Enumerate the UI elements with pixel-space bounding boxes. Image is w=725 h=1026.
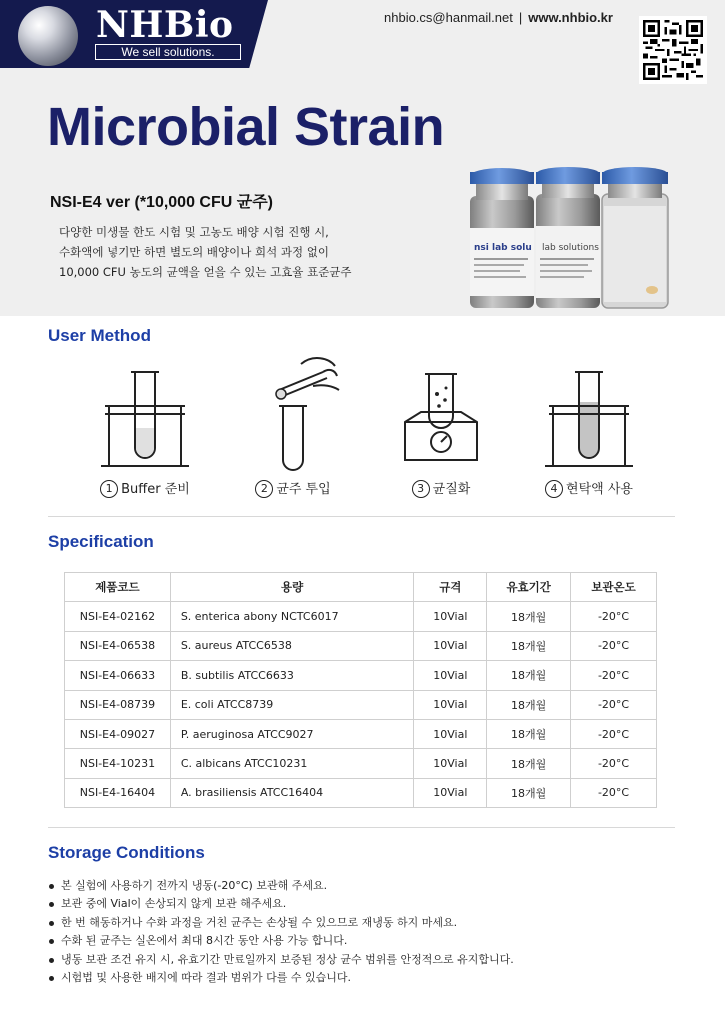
table-header-row bbox=[65, 573, 657, 602]
contact-email[interactable]: nhbio.cs@hanmail.net bbox=[384, 10, 513, 25]
strain-name-cell: C. albicans ATCC10231 bbox=[170, 749, 414, 778]
step-label bbox=[519, 478, 659, 498]
description-line: 10,000 CFU 농도의 균액을 얻을 수 있는 고효율 표준균주 bbox=[59, 265, 352, 279]
list-item: 한 번 해동하거나 수화 과정을 거친 균주는 손상될 수 있으므로 재냉동 하지 마세요. bbox=[48, 914, 688, 932]
storage-temp-cell: -20°C bbox=[571, 661, 657, 690]
expiry-cell: 18개월 bbox=[487, 749, 571, 778]
product-code-cell: NSI-E4-06538 bbox=[65, 631, 171, 660]
logo-text: NHBio bbox=[96, 4, 234, 46]
step-2 bbox=[223, 356, 363, 501]
specification-title: Specification bbox=[48, 532, 154, 551]
step-label bbox=[75, 478, 215, 498]
storage-temp-cell: -20°C bbox=[571, 631, 657, 660]
list-item: 보관 중에 Vial이 손상되지 않게 보관 해주세요. bbox=[48, 895, 688, 913]
description-line: 다양한 미생물 한도 시험 및 고농도 배양 시험 진행 시, bbox=[59, 225, 329, 239]
svg-text:lab solutions: lab solutions bbox=[542, 243, 599, 253]
table-row bbox=[65, 749, 657, 778]
product-code-cell: NSI-E4-08739 bbox=[65, 690, 171, 719]
column-header: 규격 bbox=[414, 573, 487, 602]
table-row bbox=[65, 778, 657, 807]
spec-cell: 10Vial bbox=[414, 602, 487, 631]
step-number: 2 bbox=[255, 480, 273, 498]
strain-name-cell: P. aeruginosa ATCC9027 bbox=[170, 719, 414, 748]
product-code-cell: NSI-E4-16404 bbox=[65, 778, 171, 807]
table-row bbox=[65, 631, 657, 660]
expiry-cell: 18개월 bbox=[487, 631, 571, 660]
list-item: 본 실험에 사용하기 전까지 냉동(-20°C) 보관해 주세요. bbox=[48, 877, 688, 895]
step-label bbox=[223, 478, 363, 498]
step-number: 1 bbox=[100, 480, 118, 498]
table-row bbox=[65, 661, 657, 690]
spec-cell: 10Vial bbox=[414, 631, 487, 660]
list-item: 수화 된 균주는 실온에서 최대 8시간 동안 사용 가능 합니다. bbox=[48, 932, 688, 950]
suspension-rack-icon bbox=[539, 356, 639, 474]
step-label bbox=[371, 478, 511, 498]
list-item: 시험법 및 사용한 배지에 따라 결과 범위가 다를 수 있습니다. bbox=[48, 969, 688, 987]
page-title: Microbial Strain bbox=[47, 97, 445, 157]
qr-code-icon[interactable] bbox=[639, 16, 707, 84]
spec-cell: 10Vial bbox=[414, 661, 487, 690]
storage-conditions-list bbox=[48, 877, 688, 987]
contact-separator: | bbox=[518, 10, 523, 25]
column-header: 유효기간 bbox=[487, 573, 571, 602]
step-number: 4 bbox=[545, 480, 563, 498]
column-header: 용량 bbox=[170, 573, 414, 602]
step-3 bbox=[371, 356, 511, 501]
step-text: Buffer 준비 bbox=[121, 482, 190, 497]
product-vials-image bbox=[462, 166, 674, 312]
expiry-cell: 18개월 bbox=[487, 690, 571, 719]
list-item: 냉동 보관 조건 유지 시, 유효기간 만료일까지 보증된 정상 균수 범위를 안정적으로 유지합니다. bbox=[48, 951, 688, 969]
strain-name-cell: E. coli ATCC8739 bbox=[170, 690, 414, 719]
svg-text:nsi lab solu: nsi lab solu bbox=[474, 243, 532, 253]
table-row bbox=[65, 719, 657, 748]
spec-cell: 10Vial bbox=[414, 749, 487, 778]
strain-name-cell: A. brasiliensis ATCC16404 bbox=[170, 778, 414, 807]
strain-name-cell: S. enterica abony NCTC6017 bbox=[170, 602, 414, 631]
table-row bbox=[65, 602, 657, 631]
sphere-logo-icon bbox=[18, 6, 78, 66]
description-line: 수화액에 넣기만 하면 별도의 배양이나 희석 과정 없이 bbox=[59, 245, 329, 259]
table-row bbox=[65, 690, 657, 719]
strain-name-cell: B. subtilis ATCC6633 bbox=[170, 661, 414, 690]
spec-cell: 10Vial bbox=[414, 778, 487, 807]
expiry-cell: 18개월 bbox=[487, 602, 571, 631]
storage-temp-cell: -20°C bbox=[571, 778, 657, 807]
column-header: 제품코드 bbox=[65, 573, 171, 602]
expiry-cell: 18개월 bbox=[487, 661, 571, 690]
spec-cell: 10Vial bbox=[414, 719, 487, 748]
storage-conditions-title: Storage Conditions bbox=[48, 843, 205, 862]
spec-cell: 10Vial bbox=[414, 690, 487, 719]
product-code-cell: NSI-E4-06633 bbox=[65, 661, 171, 690]
column-header: 보관온도 bbox=[571, 573, 657, 602]
product-code-cell: NSI-E4-10231 bbox=[65, 749, 171, 778]
section-divider bbox=[48, 516, 675, 517]
storage-temp-cell: -20°C bbox=[571, 602, 657, 631]
vortex-mixer-icon bbox=[391, 356, 491, 474]
product-code-cell: NSI-E4-02162 bbox=[65, 602, 171, 631]
strain-name-cell: S. aureus ATCC6538 bbox=[170, 631, 414, 660]
tweezers-tube-icon bbox=[243, 356, 343, 474]
step-text: 균질화 bbox=[432, 482, 471, 497]
contact-info bbox=[384, 10, 613, 25]
specification-table bbox=[64, 572, 657, 808]
contact-website[interactable]: www.nhbio.kr bbox=[528, 10, 613, 25]
step-1 bbox=[75, 356, 215, 501]
product-description bbox=[59, 222, 352, 282]
section-divider bbox=[48, 827, 675, 828]
product-code-cell: NSI-E4-09027 bbox=[65, 719, 171, 748]
step-4 bbox=[519, 356, 659, 501]
step-text: 균주 투입 bbox=[276, 482, 331, 497]
expiry-cell: 18개월 bbox=[487, 778, 571, 807]
expiry-cell: 18개월 bbox=[487, 719, 571, 748]
logo-tagline: We sell solutions. bbox=[95, 44, 241, 60]
user-method-title: User Method bbox=[48, 326, 151, 345]
storage-temp-cell: -20°C bbox=[571, 719, 657, 748]
product-subtitle: NSI-E4 ver (*10,000 CFU 균주) bbox=[50, 194, 273, 211]
storage-temp-cell: -20°C bbox=[571, 749, 657, 778]
storage-temp-cell: -20°C bbox=[571, 690, 657, 719]
tube-rack-icon bbox=[95, 356, 195, 474]
step-number: 3 bbox=[412, 480, 430, 498]
step-text: 현탁액 사용 bbox=[566, 482, 633, 497]
